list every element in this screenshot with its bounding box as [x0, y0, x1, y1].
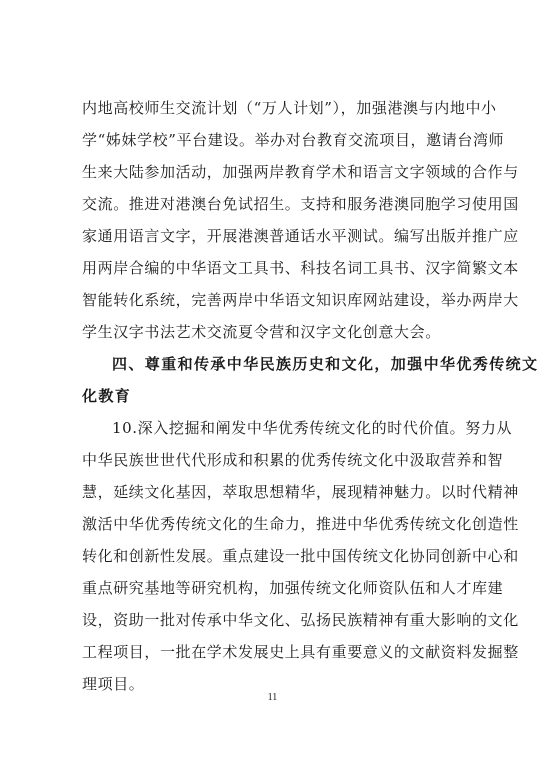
page-number: 11: [267, 692, 278, 703]
paragraph-2-line: 重点研究基地等研究机构，加强传统文化师资队伍和人才库建: [82, 579, 504, 597]
paragraph-2-line: 慧，延续文化基因，萃取思想精华，展现精神魅力。以时代精神: [82, 483, 519, 501]
section-heading-line: 化教育: [82, 387, 132, 405]
paragraph-1-line: 内地高校师生交流计划（“万人计划”），加强港澳与内地中小: [82, 99, 497, 117]
section-heading-line: 四、尊重和传承中华民族历史和文化，加强中华优秀传统文: [112, 355, 539, 373]
paragraph-2-line: 设，资助一批对传承中华文化、弘扬民族精神有重大影响的文化: [82, 611, 519, 629]
paragraph-2-line: 中华民族世世代代形成和积累的优秀传统文化中汲取营养和智: [82, 451, 504, 469]
paragraph-2-line: 转化和创新性发展。重点建设一批中国传统文化协同创新中心和: [82, 547, 519, 565]
paragraph-1-line: 学生汉字书法艺术交流夏令营和汉字文化创意大会。: [82, 323, 441, 341]
paragraph-1-line: 交流。推进对港澳台免试招生。支持和服务港澳同胞学习使用国: [82, 195, 519, 213]
paragraph-1-line: 家通用语言文字，开展港澳普通话水平测试。编写出版并推广应: [82, 227, 519, 245]
paragraph-1-line: 智能转化系统，完善两岸中华语文知识库网站建设，举办两岸大: [82, 291, 519, 309]
paragraph-1-line: 学“姊妹学校”平台建设。举办对台教育交流项目，邀请台湾师: [82, 131, 505, 149]
paragraph-1-line: 生来大陆参加活动，加强两岸教育学术和语言文字领域的合作与: [82, 163, 519, 181]
paragraph-2-line: 激活中华优秀传统文化的生命力，推进中华优秀传统文化创造性: [82, 515, 519, 533]
paragraph-1-line: 用两岸合编的中华语文工具书、科技名词工具书、汉字简繁文本: [82, 259, 519, 277]
paragraph-2-line: 工程项目，一批在学术发展史上具有重要意义的文献资料发掘整: [82, 643, 519, 661]
paragraph-2-line: 10.深入挖掘和阐发中华优秀传统文化的时代价值。努力从: [112, 419, 513, 437]
paragraph-2-line: 理项目。: [82, 675, 145, 693]
